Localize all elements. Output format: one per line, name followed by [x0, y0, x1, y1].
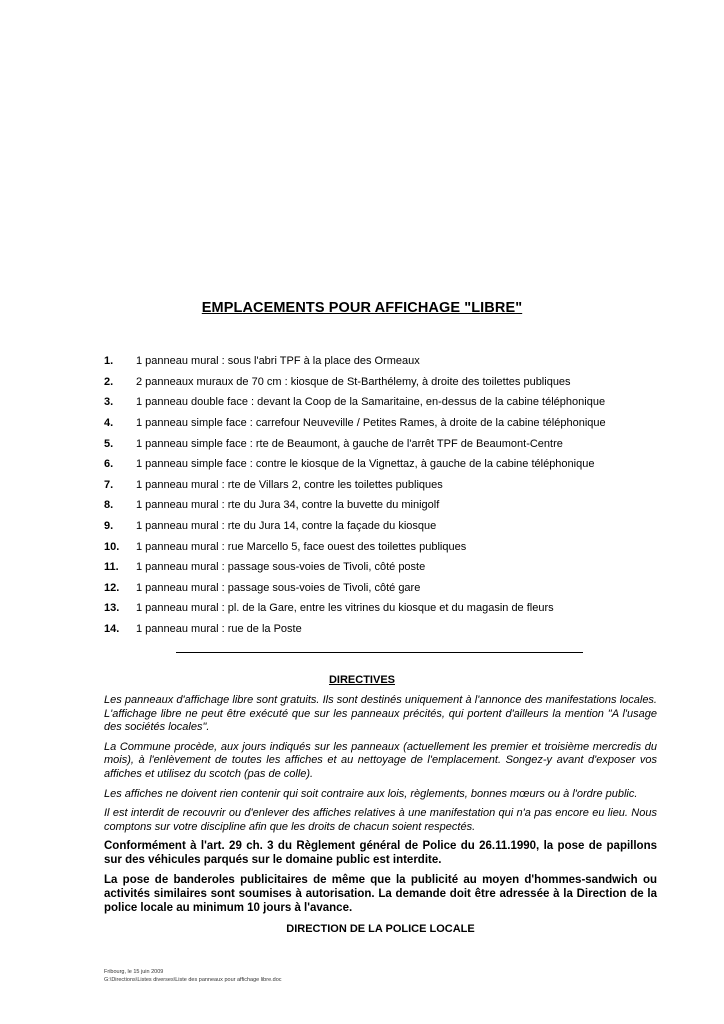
- directive-paragraph: Les panneaux d'affichage libre sont gratuits. Ils sont destinés uniquement à l'annonce des manifestations locales. L'affichage libre ne peut être exécuté que sur les panneaux précités, qui portent d'ailleurs la mention "A l'usage des sociétés locales".: [104, 694, 657, 734]
- footer-path: G:\Directions\Listes diverses\Liste des panneaux pour affichage libre.doc: [104, 976, 282, 983]
- item-text: 1 panneau simple face : carrefour Neuveville / Petites Rames, à droite de la cabine téléphonique: [136, 417, 606, 430]
- item-number: 11.: [104, 561, 119, 574]
- item-number: 12.: [104, 581, 120, 594]
- regulation-paragraph: Conformément à l'art. 29 ch. 3 du Règlement général de Police du 26.11.1990, la pose de papillons sur des véhicules parqués sur le domaine public est interdite.: [104, 840, 657, 867]
- item-number: 3.: [104, 396, 114, 409]
- list-item: [104, 433, 664, 454]
- item-number: 7.: [104, 478, 114, 491]
- list-item: [104, 413, 664, 434]
- signature: DIRECTION DE LA POLICE LOCALE: [286, 923, 475, 936]
- list-item: [104, 619, 664, 640]
- item-number: 5.: [104, 437, 114, 450]
- item-text: 1 panneau mural : passage sous-voies de Tivoli, côté gare: [136, 581, 421, 594]
- item-number: 1.: [104, 355, 114, 368]
- list-item: [104, 598, 664, 619]
- item-number: 2.: [104, 375, 114, 388]
- list-item: [104, 578, 664, 599]
- list-item: [104, 475, 664, 496]
- item-text: 1 panneau double face : devant la Coop de la Samaritaine, en-dessus de la cabine téléphonique: [136, 396, 606, 409]
- regulation-paragraph: La pose de banderoles publicitaires de même que la publicité au moyen d'hommes-sandwich ou activités similaires sont soumises à autorisation. La demande doit être adressée à la Direction de la police locale au minimum 10 jours à l'avance.: [104, 873, 657, 914]
- item-text: 1 panneau mural : rte du Jura 14, contre la façade du kiosque: [136, 520, 437, 533]
- list-item: [104, 557, 664, 578]
- locations-list: [104, 351, 664, 639]
- list-item: [104, 536, 664, 557]
- directives-body: [104, 694, 657, 943]
- item-text: 1 panneau mural : rue de la Poste: [136, 623, 302, 636]
- item-text: 1 panneau mural : rte du Jura 34, contre la buvette du minigolf: [136, 499, 440, 512]
- footer-date: Fribourg, le 15 juin 2009: [104, 969, 164, 975]
- item-number: 14.: [104, 623, 120, 636]
- list-item: [104, 351, 664, 372]
- item-number: 10.: [104, 540, 120, 553]
- item-text: 1 panneau mural : passage sous-voies de Tivoli, côté poste: [136, 561, 426, 574]
- item-number: 13.: [104, 602, 120, 615]
- item-text: 1 panneau mural : sous l'abri TPF à la place des Ormeaux: [136, 355, 420, 368]
- list-item: [104, 454, 664, 475]
- directive-paragraph: La Commune procède, aux jours indiqués sur les panneaux (actuellement les premier et troisième mercredis du mois), à l'enlèvement de toutes les affiches et au nettoyage de l'emplacement. Songez-y avant d'exposer vos affiches et utilisez du scotch (pas de colle).: [104, 740, 657, 780]
- item-number: 8.: [104, 499, 114, 512]
- item-text: 1 panneau mural : rue Marcello 5, face ouest des toilettes publiques: [136, 540, 467, 553]
- directives-heading: DIRECTIVES: [328, 674, 395, 686]
- item-text: 1 panneau mural : pl. de la Gare, entre les vitrines du kiosque et du magasin de fleurs: [136, 602, 554, 615]
- item-text: 1 panneau mural : rte de Villars 2, contre les toilettes publiques: [136, 478, 443, 491]
- item-number: 4.: [104, 417, 114, 430]
- list-item: [104, 372, 664, 393]
- list-item: [104, 495, 664, 516]
- item-number: 6.: [104, 458, 114, 471]
- directive-paragraph: Les affiches ne doivent rien contenir qui soit contraire aux lois, règlements, bonnes mœurs ou à l'ordre public.: [104, 787, 638, 800]
- divider: [176, 652, 583, 653]
- footer: [104, 969, 282, 984]
- list-item: [104, 392, 664, 413]
- directive-paragraph: Il est interdit de recouvrir ou d'enlever des affiches relatives à une manifestation qui n'a pas encore eu lieu. Nous comptons sur votre discipline afin que les droits de chacun soient respectés.: [104, 807, 657, 833]
- item-text: 1 panneau simple face : contre le kiosque de la Vignettaz, à gauche de la cabine téléphonique: [136, 458, 595, 471]
- item-text: 1 panneau simple face : rte de Beaumont, à gauche de l'arrêt TPF de Beaumont-Centre: [136, 437, 563, 450]
- item-text: 2 panneaux muraux de 70 cm : kiosque de St-Barthélemy, à droite des toilettes publiques: [136, 375, 571, 388]
- list-item: [104, 516, 664, 537]
- item-number: 9.: [104, 520, 114, 533]
- page-title: EMPLACEMENTS POUR AFFICHAGE "LIBRE": [201, 300, 523, 316]
